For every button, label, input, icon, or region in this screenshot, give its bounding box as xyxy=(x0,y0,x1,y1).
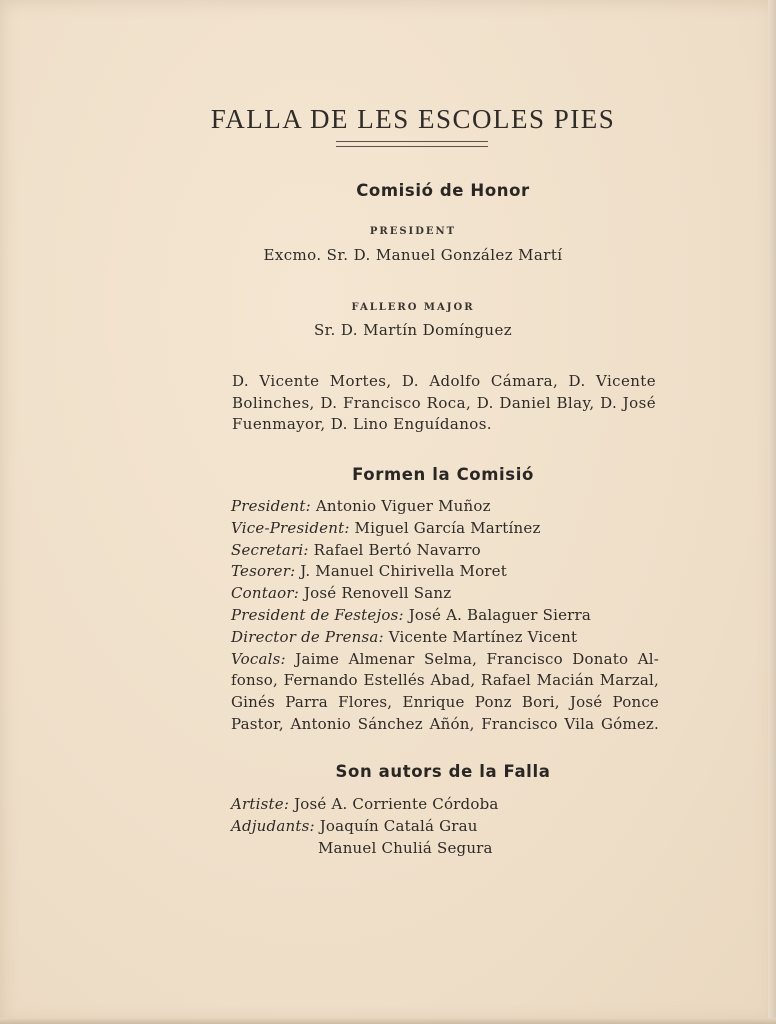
document-title: FALLA DE LES ESCOLES PIES xyxy=(210,104,616,134)
president-name: Excmo. Sr. D. Manuel González Martí xyxy=(263,246,563,264)
role-value: José A. Balaguer Sierra xyxy=(408,605,592,624)
vocals-line: Ginés Parra Flores, Enrique Ponz Bori, José Ponce xyxy=(231,693,659,712)
honor-members-line: Fuenmayor, D. Lino Enguídanos. xyxy=(232,415,492,433)
role-label: Vice-President: xyxy=(231,518,350,537)
autors-list xyxy=(231,794,659,859)
role-row xyxy=(231,583,659,605)
artiste-label: Artiste: xyxy=(231,795,290,813)
comisio-list xyxy=(231,496,659,736)
fallero-label: FALLERO MAJOR xyxy=(351,302,475,313)
honor-members-line: D. Vicente Mortes, D. Adolfo Cámara, D. Vicente xyxy=(232,372,656,390)
page-edge-right xyxy=(768,0,776,1024)
adjudants-label: Adjudants: xyxy=(231,816,315,835)
adjudant-name: Joaquín Catalá Grau xyxy=(319,816,478,835)
role-row xyxy=(231,518,659,540)
role-label: President de Festejos: xyxy=(231,605,404,624)
page-edge-bottom xyxy=(0,1018,776,1024)
comisio-heading: Formen la Comisió xyxy=(352,465,534,484)
title-rule-bottom xyxy=(336,146,488,147)
vocals-line: Pastor, Antonio Sánchez Añón, Francisco Vila Gómez. xyxy=(231,714,659,733)
artiste-row xyxy=(231,794,659,816)
role-value: Antonio Viguer Muñoz xyxy=(315,497,491,515)
honor-members xyxy=(232,371,656,436)
adjudants-row xyxy=(231,838,659,860)
president-label: PRESIDENT xyxy=(369,226,457,237)
role-row xyxy=(231,605,659,627)
vocals-text: Jaime Almenar Selma, Francisco Donato Al- xyxy=(295,649,660,668)
vocals-block xyxy=(231,649,659,736)
role-label: Contaor: xyxy=(231,584,299,603)
role-value: Miguel García Martínez xyxy=(354,518,541,537)
role-label: Secretari: xyxy=(231,540,309,559)
role-value: Rafael Bertó Navarro xyxy=(313,540,481,559)
role-row xyxy=(231,496,659,518)
role-row xyxy=(231,627,659,649)
role-value: J. Manuel Chirivella Moret xyxy=(300,562,507,581)
adjudant-name: Manuel Chuliá Segura xyxy=(318,838,493,857)
artiste-value: José A. Corriente Córdoba xyxy=(294,795,499,813)
honor-members-line: Bolinches, D. Francisco Roca, D. Daniel Blay, D. José xyxy=(232,393,656,412)
fallero-name: Sr. D. Martín Domínguez xyxy=(313,321,513,339)
honor-heading: Comisió de Honor xyxy=(356,181,530,200)
autors-heading: Son autors de la Falla xyxy=(335,762,551,781)
role-label: President: xyxy=(231,497,311,515)
vocals-line xyxy=(231,649,659,671)
role-row xyxy=(231,540,659,562)
role-row xyxy=(231,561,659,583)
role-value: Vicente Martínez Vicent xyxy=(388,627,578,646)
vocals-label: Vocals: xyxy=(231,649,286,668)
title-rule-top xyxy=(336,141,488,142)
vocals-line: fonso, Fernando Estellés Abad, Rafael Macián Marzal, xyxy=(231,671,659,690)
role-label: Director de Prensa: xyxy=(231,627,384,646)
adjudants-row xyxy=(231,816,659,838)
role-value: José Renovell Sanz xyxy=(303,584,452,603)
role-label: Tesorer: xyxy=(231,562,296,581)
